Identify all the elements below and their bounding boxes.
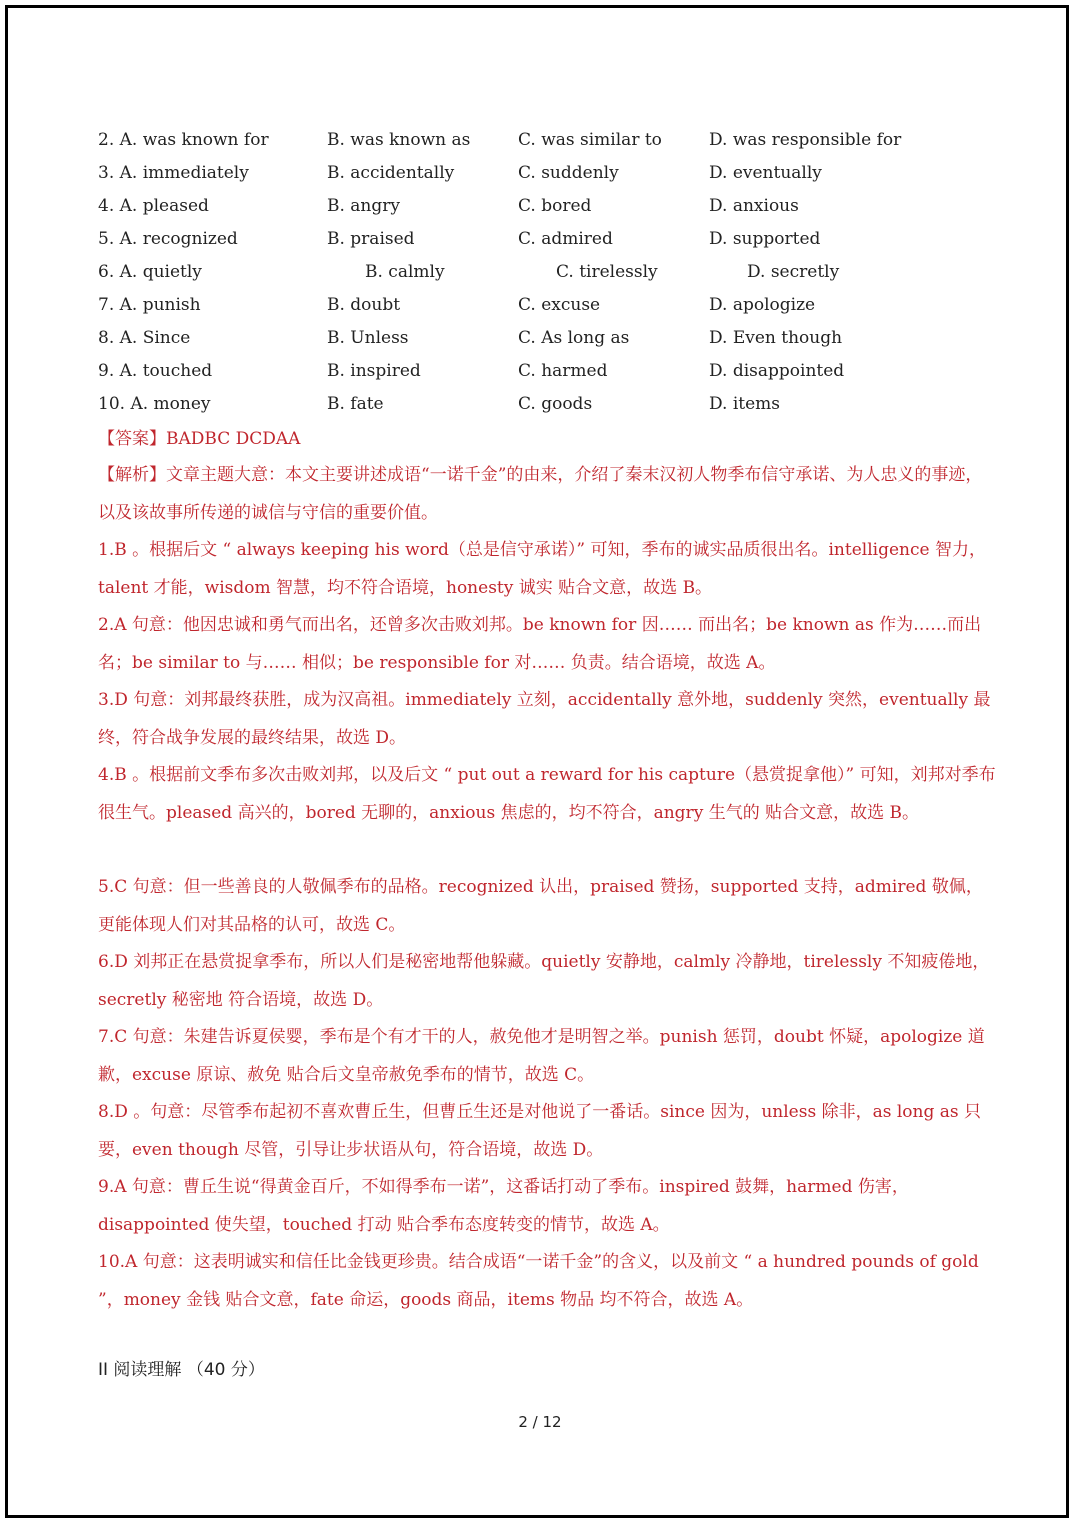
option-c: C. tirelessly — [556, 262, 658, 282]
option-d: D. anxious — [709, 196, 799, 216]
option-c: C. bored — [518, 196, 592, 216]
explanation-item: 8.D 。句意：尽管季布起初不喜欢曹丘生，但曹丘生还是对他说了一番话。since 因为，unless 除非，as long as 只要，even though 尽管，引导让步状语从句，符合语境，故选 D。 — [98, 1102, 982, 1160]
option-a: 6. A. quietly — [98, 262, 202, 282]
option-c: C. admired — [518, 229, 613, 249]
explanation-item: 9.A 句意：曹丘生说“得黄金百斤，不如得季布一诺”，这番话打动了季布。inspired 鼓舞，harmed 伤害，disappointed 使失望，touched 打动 贴合季布态度转变的情节，故选 A。 — [98, 1177, 909, 1235]
option-c: C. suddenly — [518, 163, 619, 183]
option-d: D. Even though — [709, 328, 843, 348]
page-number: 2 / 12 — [518, 1413, 562, 1431]
option-row — [0, 323, 1080, 353]
explanation-item: 5.C 句意：但一些善良的人敬佩季布的品格。recognized 认出，praised 赞扬，supported 支持，admired 敬佩，更能体现人们对其品格的认可，故选 C。 — [98, 877, 983, 935]
option-row — [0, 125, 1080, 155]
option-row — [0, 191, 1080, 221]
option-row — [0, 356, 1080, 386]
option-row — [0, 257, 1080, 287]
explanation-item: 1.B 。根据后文 “ always keeping his word（总是信守承诺）” 可知，季布的诚实品质很出名。intelligence 智力，talent 才能，wisdom 智慧，均不符合语境，honesty 诚实 贴合文意，故选 B。 — [98, 540, 986, 598]
option-a: 9. A. touched — [98, 361, 213, 381]
option-a: 2. A. was known for — [98, 130, 269, 150]
option-row — [0, 389, 1080, 419]
explanation-item: 10.A 句意：这表明诚实和信任比金钱更珍贵。结合成语“一诺千金”的含义，以及前文 “ a hundred pounds of gold ”，money 金钱 贴合文意，fate 命运，goods 商品，items 物品 均不符合，故选 A。 — [98, 1252, 979, 1310]
option-d: D. supported — [709, 229, 821, 249]
explanation-item: 7.C 句意：朱建告诉夏侯婴，季布是个有才干的人，赦免他才是明智之举。punish 惩罚，doubt 怀疑，apologize 道歉，excuse 原谅、赦免 贴合后文皇帝赦免季布的情节，故选 C。 — [98, 1027, 985, 1085]
option-b: B. praised — [327, 229, 415, 249]
option-b: B. Unless — [327, 328, 409, 348]
explanation-item: 6.D 刘邦正在悬赏捉拿季布，所以人们是秘密地帮他躲藏。quietly 安静地，calmly 冷静地，tirelessly 不知疲倦地，secretly 秘密地 符合语境，故选 D。 — [98, 952, 990, 1010]
option-b: B. was known as — [327, 130, 471, 150]
option-d: D. was responsible for — [709, 130, 902, 150]
answer-key: 【答案】BADBC DCDAA — [98, 429, 301, 449]
explanation-item: 3.D 句意：刘邦最终获胜，成为汉高祖。immediately 立刻，accidentally 意外地，suddenly 突然，eventually 最终，符合战争发展的最终结果，故选 D。 — [98, 690, 991, 748]
option-a: 4. A. pleased — [98, 196, 209, 216]
option-c: C. was similar to — [518, 130, 662, 150]
section-heading: II 阅读理解 （40 分） — [98, 1360, 265, 1380]
option-c: C. harmed — [518, 361, 608, 381]
option-c: C. goods — [518, 394, 593, 414]
option-c: C. excuse — [518, 295, 601, 315]
option-d: D. items — [709, 394, 781, 414]
option-row — [0, 158, 1080, 188]
option-a: 5. A. recognized — [98, 229, 238, 249]
option-b: B. fate — [327, 394, 384, 414]
option-row — [0, 290, 1080, 320]
option-b: B. doubt — [327, 295, 401, 315]
explanation-summary: 【解析】文章主题大意：本文主要讲述成语“一诺千金”的由来，介绍了秦末汉初人物季布信守承诺、为人忠义的事迹，以及该故事所传递的诚信与守信的重要价值。 — [98, 465, 983, 523]
explanation-item: 4.B 。根据前文季布多次击败刘邦，以及后文 “ put out a reward for his capture（悬赏捉拿他）” 可知，刘邦对季布很生气。pleased 高兴的，bored 无聊的，anxious 焦虑的，均不符合，angry 生气的 贴合文意，故选 B。 — [98, 765, 996, 823]
option-b: B. inspired — [327, 361, 421, 381]
option-a: 10. A. money — [98, 394, 211, 414]
option-c: C. As long as — [518, 328, 630, 348]
option-a: 7. A. punish — [98, 295, 201, 315]
option-b: B. angry — [327, 196, 400, 216]
option-a: 8. A. Since — [98, 328, 191, 348]
option-d: D. eventually — [709, 163, 822, 183]
option-b: B. calmly — [365, 262, 445, 282]
option-d: D. secretly — [747, 262, 840, 282]
option-d: D. disappointed — [709, 361, 845, 381]
option-d: D. apologize — [709, 295, 816, 315]
explanation-item: 2.A 句意：他因忠诚和勇气而出名，还曾多次击败刘邦。be known for 因…… 而出名；be known as 作为……而出名；be similar to 与…… 相似；be responsible for 对…… 负责。结合语境，故选 A。 — [98, 615, 982, 673]
option-a: 3. A. immediately — [98, 163, 249, 183]
option-row — [0, 224, 1080, 254]
option-b: B. accidentally — [327, 163, 455, 183]
